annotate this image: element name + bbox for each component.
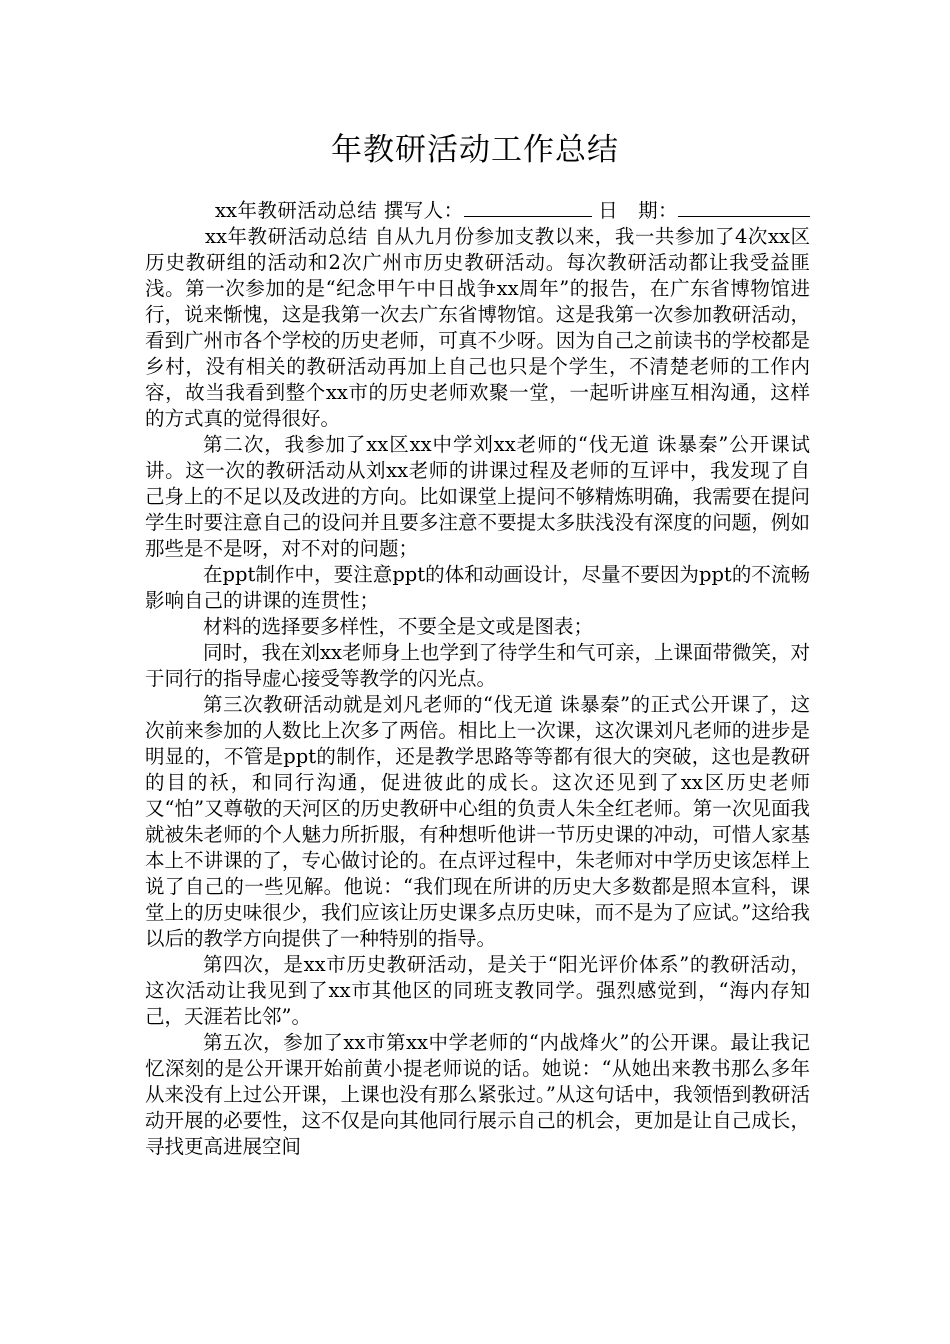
- date-label: 日 期：: [598, 199, 678, 222]
- date-blank: [678, 198, 766, 217]
- paragraph: 在ppt制作中，要注意ppt的体和动画设计，尽量不要因为ppt的不流畅影响自己的讲课的连贯性；: [145, 563, 810, 612]
- author-label: 撰写人：: [383, 199, 464, 222]
- paragraph: 同时，我在刘xx老师身上也学到了待学生和气可亲，上课面带微笑，对于同行的指导虚心接受等教学的闪光点。: [145, 641, 810, 690]
- document-body: [145, 198, 810, 1160]
- date-blank-continued: [766, 198, 810, 217]
- document-meta: [145, 198, 810, 432]
- document-title: 年教研活动工作总结: [331, 132, 619, 168]
- paragraph: 材料的选择要多样性，不要全是文或是图表；: [203, 615, 594, 638]
- paragraph: 第四次，是xx市历史教研活动，是关于“阳光评价体系”的教研活动，这次活动让我见到了xx市其他区的同班支教同学。强烈感觉到，“海内存知己，天涯若比邻”。: [145, 953, 810, 1028]
- paragraph: 第二次，我参加了xx区xx中学刘xx老师的“伐无道 诛暴秦”公开课试讲。这一次的教研活动从刘xx老师的讲课过程及老师的互评中，我发现了自己身上的不足以及改进的方向。比如课堂上提问不够精炼明确，我需要在提问学生时要注意自己的设问并且要多注意不要提太多肤浅没有深度的问题，例如那些是不是呀，对不对的问题；: [145, 433, 810, 560]
- meta-subject: xx年教研活动总结: [215, 199, 378, 222]
- author-blank: [464, 198, 592, 217]
- paragraph: 第三次教研活动就是刘凡老师的“伐无道 诛暴秦”的正式公开课了，这次前来参加的人数比上次多了两倍。相比上一次课，这次课刘凡老师的进步是明显的，不管是ppt的制作，还是教学思路等等都有很大的突破，这也是教研的目的袄，和同行沟通，促进彼此的成长。这次还见到了xx区历史老师又“怕”又尊敬的天河区的历史教研中心组的负责人朱全红老师。第一次见面我就被朱老师的个人魅力所折服，有种想听他讲一节历史课的冲动，可惜人家基本上不讲课的了，专心做讨论的。在点评过程中，朱老师对中学历史该怎样上说了自己的一些见解。他说：“我们现在所讲的历史大多数都是照本宣科，课堂上的历史味很少，我们应该让历史课多点历史味，而不是为了应试。”这给我以后的教学方向提供了一种特别的指导。: [145, 693, 810, 950]
- paragraph: 第五次，参加了xx市第xx中学老师的“内战烽火”的公开课。最让我记忆深刻的是公开课开始前黄小提老师说的话。她说：“从她出来教书那么多年从来没有上过公开课，上课也没有那么紧张过。”从这句话中，我领悟到教研活动开展的必要性，这不仅是向其他同行展示自己的机会，更加是让自己成长，寻找更高进展空间: [145, 1031, 810, 1158]
- lead-in-paragraph: xx年教研活动总结 自从九月份参加支教以来，我一共参加了4次xx区历史教研组的活动和2次广州市历史教研活动。每次教研活动都让我受益匪浅。第一次参加的是“纪念甲午中日战争xx周年”的报告，在广东省博物馆进行，说来惭愧，这是我第一次去广东省博物馆。这是我第一次参加教研活动，看到广州市各个学校的历史老师，可真不少呀。因为自己之前读书的学校都是乡村，没有相关的教研活动再加上自己也只是个学生，不清楚老师的工作内容，故当我看到整个xx市的历史老师欢聚一堂，一起听讲座互相沟通，这样的方式真的觉得很好。: [145, 225, 810, 430]
